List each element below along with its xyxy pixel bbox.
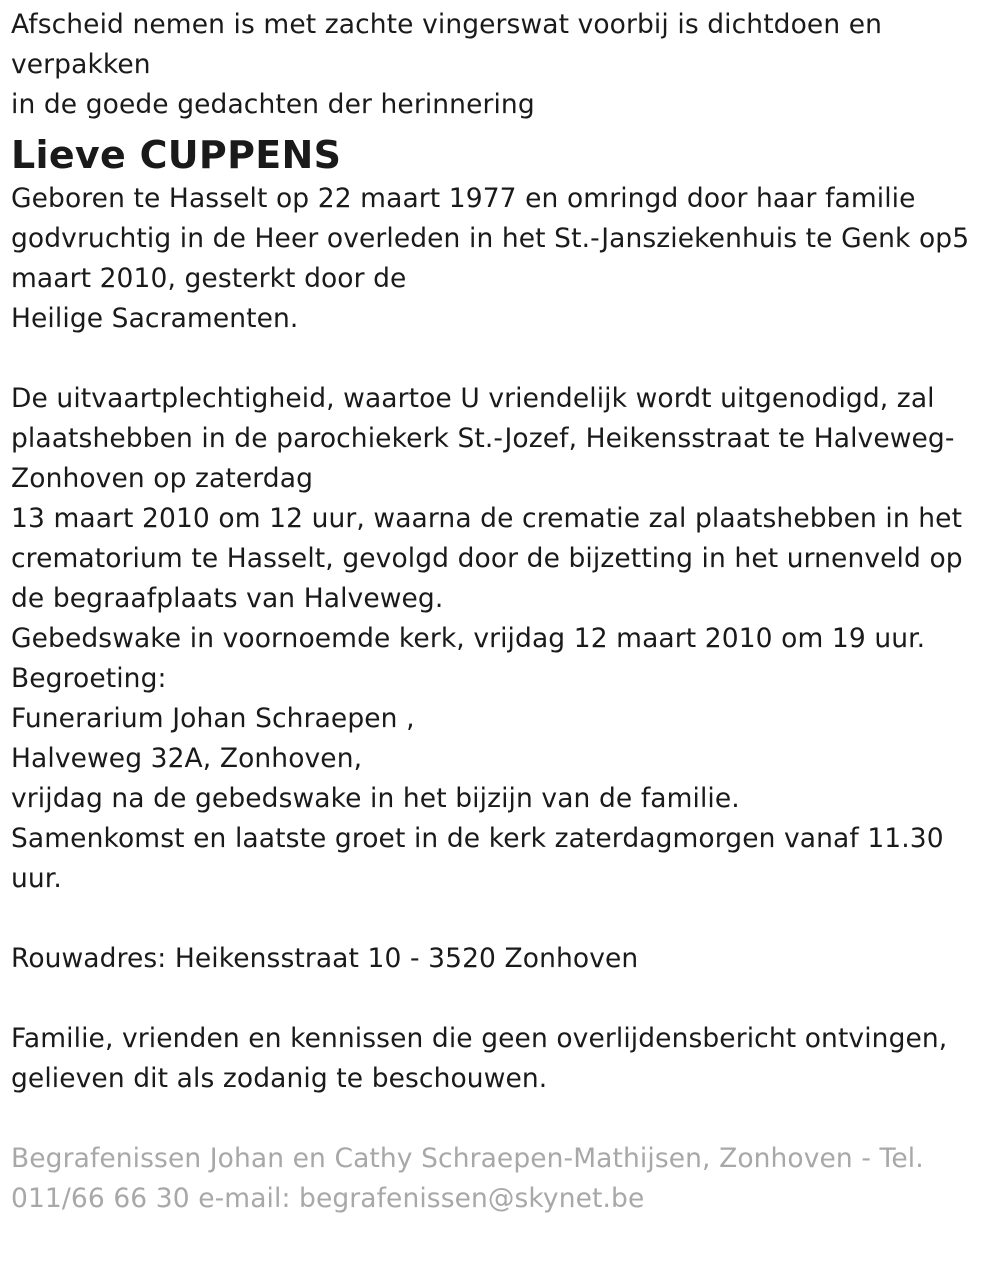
text-line: Familie, vrienden en kennissen die geen overlijdensbericht ontvingen, xyxy=(11,1023,948,1054)
text-line: plaatshebben in de parochiekerk St.-Jozef, Heikensstraat te Halveweg- xyxy=(11,423,955,454)
intro-line: Afscheid nemen is met zachte vingerswat voorbij is dichtdoen en xyxy=(11,9,883,40)
intro-verse xyxy=(11,5,1000,125)
text-line: Gebedswake in voornoemde kerk, vrijdag 12 maart 2010 om 19 uur. xyxy=(11,623,926,654)
text-line: maart 2010, gesterkt door de xyxy=(11,263,407,294)
text-line: vrijdag na de gebedswake in het bijzijn van de familie. xyxy=(11,783,740,814)
funeral-home-footer xyxy=(11,1139,1000,1219)
spacer xyxy=(11,339,1000,379)
text-line: Heilige Sacramenten. xyxy=(11,303,299,334)
text-line: gelieven dit als zodanig te beschouwen. xyxy=(11,1063,548,1094)
funeral-paragraph xyxy=(11,379,1000,899)
intro-line: verpakken xyxy=(11,49,151,80)
spacer xyxy=(11,899,1000,939)
intro-line: in de goede gedachten der herinnering xyxy=(11,89,535,120)
text-line: crematorium te Hasselt, gevolgd door de bijzetting in het urnenveld op xyxy=(11,543,963,574)
text-line: godvruchtig in de Heer overleden in het St.-Jansziekenhuis te Genk op5 xyxy=(11,223,970,254)
birth-death-paragraph xyxy=(11,179,1000,339)
footer-line: Begrafenissen Johan en Cathy Schraepen-Mathijsen, Zonhoven - Tel. xyxy=(11,1143,924,1174)
text-line: de begraafplaats van Halveweg. xyxy=(11,583,444,614)
text-line: Samenkomst en laatste groet in de kerk zaterdagmorgen vanaf 11.30 xyxy=(11,823,944,854)
notice-paragraph xyxy=(11,1019,1000,1099)
mourning-address: Rouwadres: Heikensstraat 10 - 3520 Zonhoven xyxy=(11,943,639,974)
spacer xyxy=(11,979,1000,1019)
footer-line: 011/66 66 30 e-mail: begrafenissen@skynet.be xyxy=(11,1183,645,1214)
spacer xyxy=(11,1099,1000,1139)
text-line: 13 maart 2010 om 12 uur, waarna de crematie zal plaatshebben in het xyxy=(11,503,963,534)
text-line: Geboren te Hasselt op 22 maart 1977 en omringd door haar familie xyxy=(11,183,916,214)
text-line: uur. xyxy=(11,863,62,894)
text-line: Zonhoven op zaterdag xyxy=(11,463,313,494)
text-line: Halveweg 32A, Zonhoven, xyxy=(11,743,363,774)
text-line: Begroeting: xyxy=(11,663,167,694)
deceased-name: Lieve CUPPENS xyxy=(11,133,342,177)
text-line: Funerarium Johan Schraepen , xyxy=(11,703,415,734)
text-line: De uitvaartplechtigheid, waartoe U vriendelijk wordt uitgenodigd, zal xyxy=(11,383,935,414)
